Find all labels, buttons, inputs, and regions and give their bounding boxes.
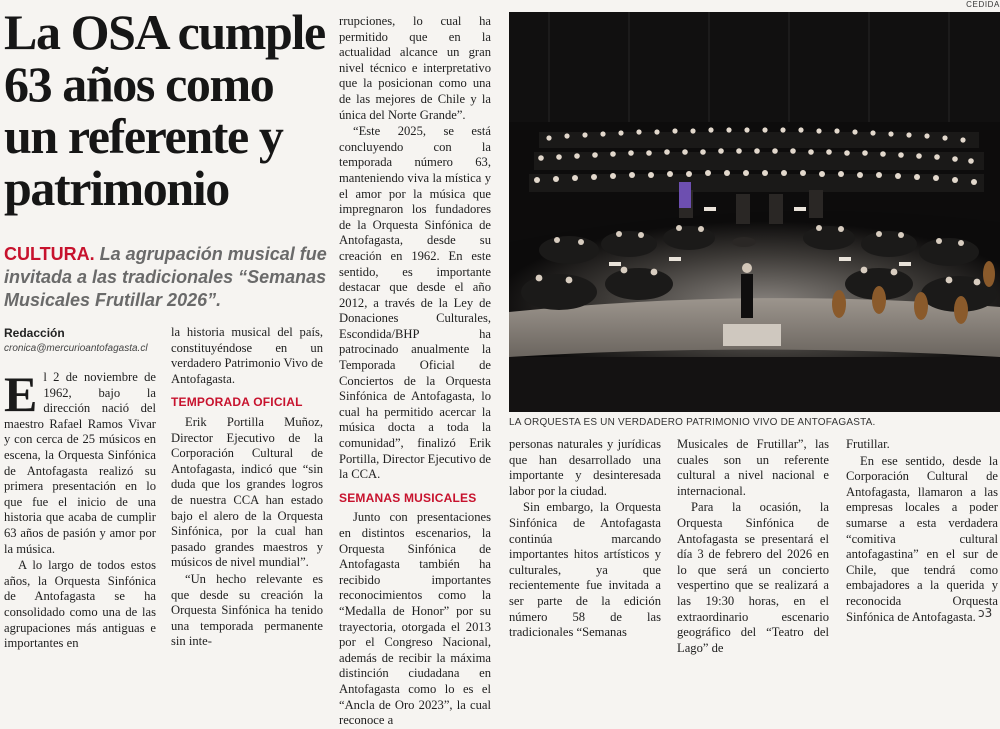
paragraph: A lo largo de todos estos años, la Orquesta Sinfónica de Antofagasta se ha consolidado como una de las agrupaciones más antiguas e importantes en bbox=[4, 558, 156, 651]
paragraph: Para la ocasión, la Orquesta Sinfónica de Antofagasta se presentará el día 3 de febrero del 2026 en lo que será un concierto vespertino que se realizará a las 19:30 horas, en el extraordinario escenario geográfico del “Teatro del Lago” de bbox=[677, 500, 829, 655]
end-mark-icon: ↄ3 bbox=[978, 606, 993, 620]
headline-line-4: patrimonio bbox=[4, 160, 229, 216]
paragraph: El 2 de noviembre de 1962, bajo la dirección nació del maestro Rafael Ramos Vivar y con cerca de 25 músicos en escena, la Orquesta Sinfónica de Antofagasta realizó su primera presentación en lo que fue el inicio de una historia que acaba de cumplir 63 años de pasión y amor por la música. bbox=[4, 366, 156, 556]
section-kicker: CULTURA. bbox=[4, 244, 95, 264]
paragraph: “Este 2025, se está concluyendo con la temporada número 63, manteniendo viva la mística y el amor por la música que impregnaron los fundadores de la Orquesta Sinfónica de Antofagasta, desde su creación en 1962. En este sentido, es importante destacar que desde el año 2012, a través de la Ley de Donaciones Culturales, Escondida/BHP ha patrocinado anualmente la Temporada Oficial de Conciertos de la Orquesta Sinfónica de Antofagasta, lo cual ha permitido acercar la música docta a toda la comunidad”, finalizó Erik Portilla, Director Ejecutivo de la CCA. bbox=[339, 124, 491, 482]
headline bbox=[4, 6, 334, 214]
orchestra-illustration bbox=[509, 12, 1000, 412]
paragraph: Frutillar. bbox=[846, 437, 890, 451]
subheading-semanas: SEMANAS MUSICALES bbox=[339, 490, 477, 505]
paragraph: personas naturales y jurídicas que han desarrollado una importante y desinteresada labor por la ciudad. bbox=[509, 437, 661, 498]
paragraph: Erik Portilla Muñoz, Director Ejecutivo de la Corporación Cultural de Antofagasta, indicó que “sin duda que los grandes logros de nuestra CCA han estado bajo el alero de la Orquesta Sinfónica, por la cual han pasado grandes maestros y músicos de nivel mundial”. bbox=[171, 414, 323, 570]
orchestra-photo bbox=[509, 12, 1000, 412]
paragraph: Sin embargo, la Orquesta Sinfónica de Antofagasta continúa marcando importantes hitos artísticos y culturales, ya que recientemente fue invitada a ser parte de la edición número 58 de las tradicionales “Semanas bbox=[509, 500, 661, 640]
article-column-1 bbox=[4, 366, 156, 652]
photo-credit: CEDIDA bbox=[966, 0, 1000, 9]
paragraph: la historia musical del país, constituyéndose en un verdadero Patrimonio Vivo de Antofagasta. bbox=[171, 325, 323, 386]
lead-text: La agrupación musical fue invitada a las tradicionales “Semanas Musicales Frutillar 2026”. bbox=[4, 244, 327, 310]
paragraph: Musicales de Frutillar”, las cuales son un referente cultural a nivel nacional e internacional. bbox=[677, 437, 829, 498]
article-column-2 bbox=[171, 325, 323, 650]
paragraph: En ese sentido, desde la Corporación Cultural de Antofagasta, llamaron a las empresas locales a poder sumarse a esta verdadera “comitiva cultural antofagastina” en el sur de Chile, que tendrá como embajadores a la querida y reconocida Orquesta Sinfónica de Antofagasta. bbox=[846, 453, 998, 624]
byline bbox=[4, 326, 164, 354]
byline-email: cronica@mercurioantofagasta.cl bbox=[4, 343, 148, 354]
headline-line-2: 63 años como bbox=[4, 56, 274, 112]
article-column-6 bbox=[846, 437, 998, 625]
article-column-5 bbox=[677, 437, 829, 656]
article-column-4 bbox=[509, 437, 661, 641]
lead-paragraph bbox=[4, 243, 334, 312]
headline-line-1: La OSA cumple bbox=[4, 4, 325, 60]
paragraph: Junto con presentaciones en distintos escenarios, la Orquesta Sinfónica de Antofagasta también ha recibido importantes reconocimientos como la “Medalla de Honor” por su trayectoria, otorgada el 2013 por el Congreso Nacional, además de recibir la máxima distinción ciudadana en Antofagasta como lo es el “Ancla de Oro 2023”, la cual reconoce a bbox=[339, 510, 491, 728]
article-column-3 bbox=[339, 14, 491, 729]
subheading-temporada: TEMPORADA OFICIAL bbox=[171, 395, 303, 410]
byline-name: Redacción bbox=[4, 326, 65, 340]
headline-line-3: un referente y bbox=[4, 108, 283, 164]
paragraph: rrupciones, lo cual ha permitido que en la actualidad alcance un gran nivel técnico e interpretativo que la posicionan como una de las mejores de Chile y la única del Norte Grande”. bbox=[339, 14, 491, 122]
drop-cap: E bbox=[4, 366, 38, 422]
photo-caption: LA ORQUESTA ES UN VERDADERO PATRIMONIO VIVO DE ANTOFAGASTA. bbox=[509, 417, 876, 428]
paragraph: “Un hecho relevante es que desde su creación la Orquesta Sinfónica ha tenido una temporada permanente sin inte- bbox=[171, 571, 323, 649]
